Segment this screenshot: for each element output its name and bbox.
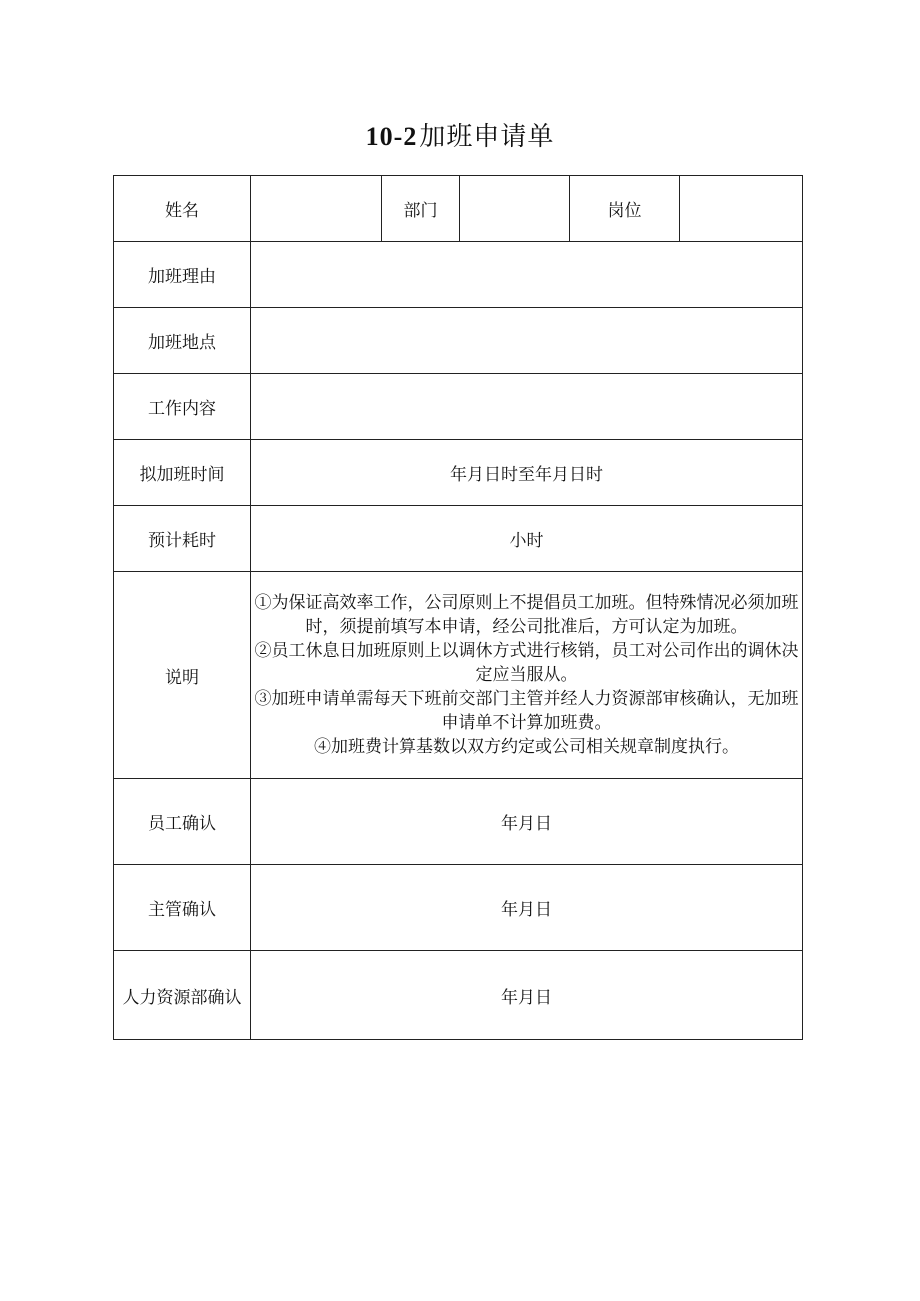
department-label: 部门 bbox=[382, 176, 460, 242]
name-label: 姓名 bbox=[114, 176, 251, 242]
document-title bbox=[0, 116, 920, 153]
reason-label: 加班理由 bbox=[114, 242, 251, 308]
employee-confirm-label: 员工确认 bbox=[114, 779, 251, 865]
location-label: 加班地点 bbox=[114, 308, 251, 374]
estimated-label: 预计耗时 bbox=[114, 506, 251, 572]
note-item-2: ②员工休息日加班原则上以调休方式进行核销，员工对公司作出的调休决定应当服从。 bbox=[254, 641, 799, 685]
department-field[interactable] bbox=[460, 176, 570, 242]
content-label: 工作内容 bbox=[114, 374, 251, 440]
employee-confirm-date[interactable]: 年月日 bbox=[251, 779, 803, 865]
title-number: 10-2 bbox=[365, 122, 418, 151]
planned-time-field[interactable]: 年月日时至年月日时 bbox=[251, 440, 803, 506]
planned-time-label: 拟加班时间 bbox=[114, 440, 251, 506]
row-reason bbox=[114, 242, 803, 308]
overtime-form-table bbox=[113, 175, 803, 1040]
note-item-3: ③加班申请单需每天下班前交部门主管并经人力资源部审核确认，无加班申请单不计算加班费。 bbox=[254, 689, 799, 733]
row-supervisor-confirm bbox=[114, 865, 803, 951]
note-item-1: ①为保证高效率工作，公司原则上不提倡员工加班。但特殊情况必须加班时，须提前填写本申请，经公司批准后，方可认定为加班。 bbox=[254, 593, 799, 637]
location-field[interactable] bbox=[251, 308, 803, 374]
hr-confirm-date[interactable]: 年月日 bbox=[251, 951, 803, 1040]
notes-content bbox=[251, 572, 803, 779]
row-content bbox=[114, 374, 803, 440]
note-item-4: ④加班费计算基数以双方约定或公司相关规章制度执行。 bbox=[314, 737, 739, 757]
hr-confirm-label: 人力资源部确认 bbox=[114, 951, 251, 1040]
row-notes bbox=[114, 572, 803, 779]
notes-label: 说明 bbox=[114, 572, 251, 779]
name-field[interactable] bbox=[251, 176, 382, 242]
row-location bbox=[114, 308, 803, 374]
supervisor-confirm-label: 主管确认 bbox=[114, 865, 251, 951]
row-planned-time bbox=[114, 440, 803, 506]
row-estimated-hours bbox=[114, 506, 803, 572]
reason-field[interactable] bbox=[251, 242, 803, 308]
estimated-field[interactable]: 小时 bbox=[251, 506, 803, 572]
title-text: 加班申请单 bbox=[419, 122, 555, 152]
position-label: 岗位 bbox=[570, 176, 680, 242]
row-basic-info bbox=[114, 176, 803, 242]
content-field[interactable] bbox=[251, 374, 803, 440]
row-employee-confirm bbox=[114, 779, 803, 865]
position-field[interactable] bbox=[680, 176, 803, 242]
row-hr-confirm bbox=[114, 951, 803, 1040]
supervisor-confirm-date[interactable]: 年月日 bbox=[251, 865, 803, 951]
